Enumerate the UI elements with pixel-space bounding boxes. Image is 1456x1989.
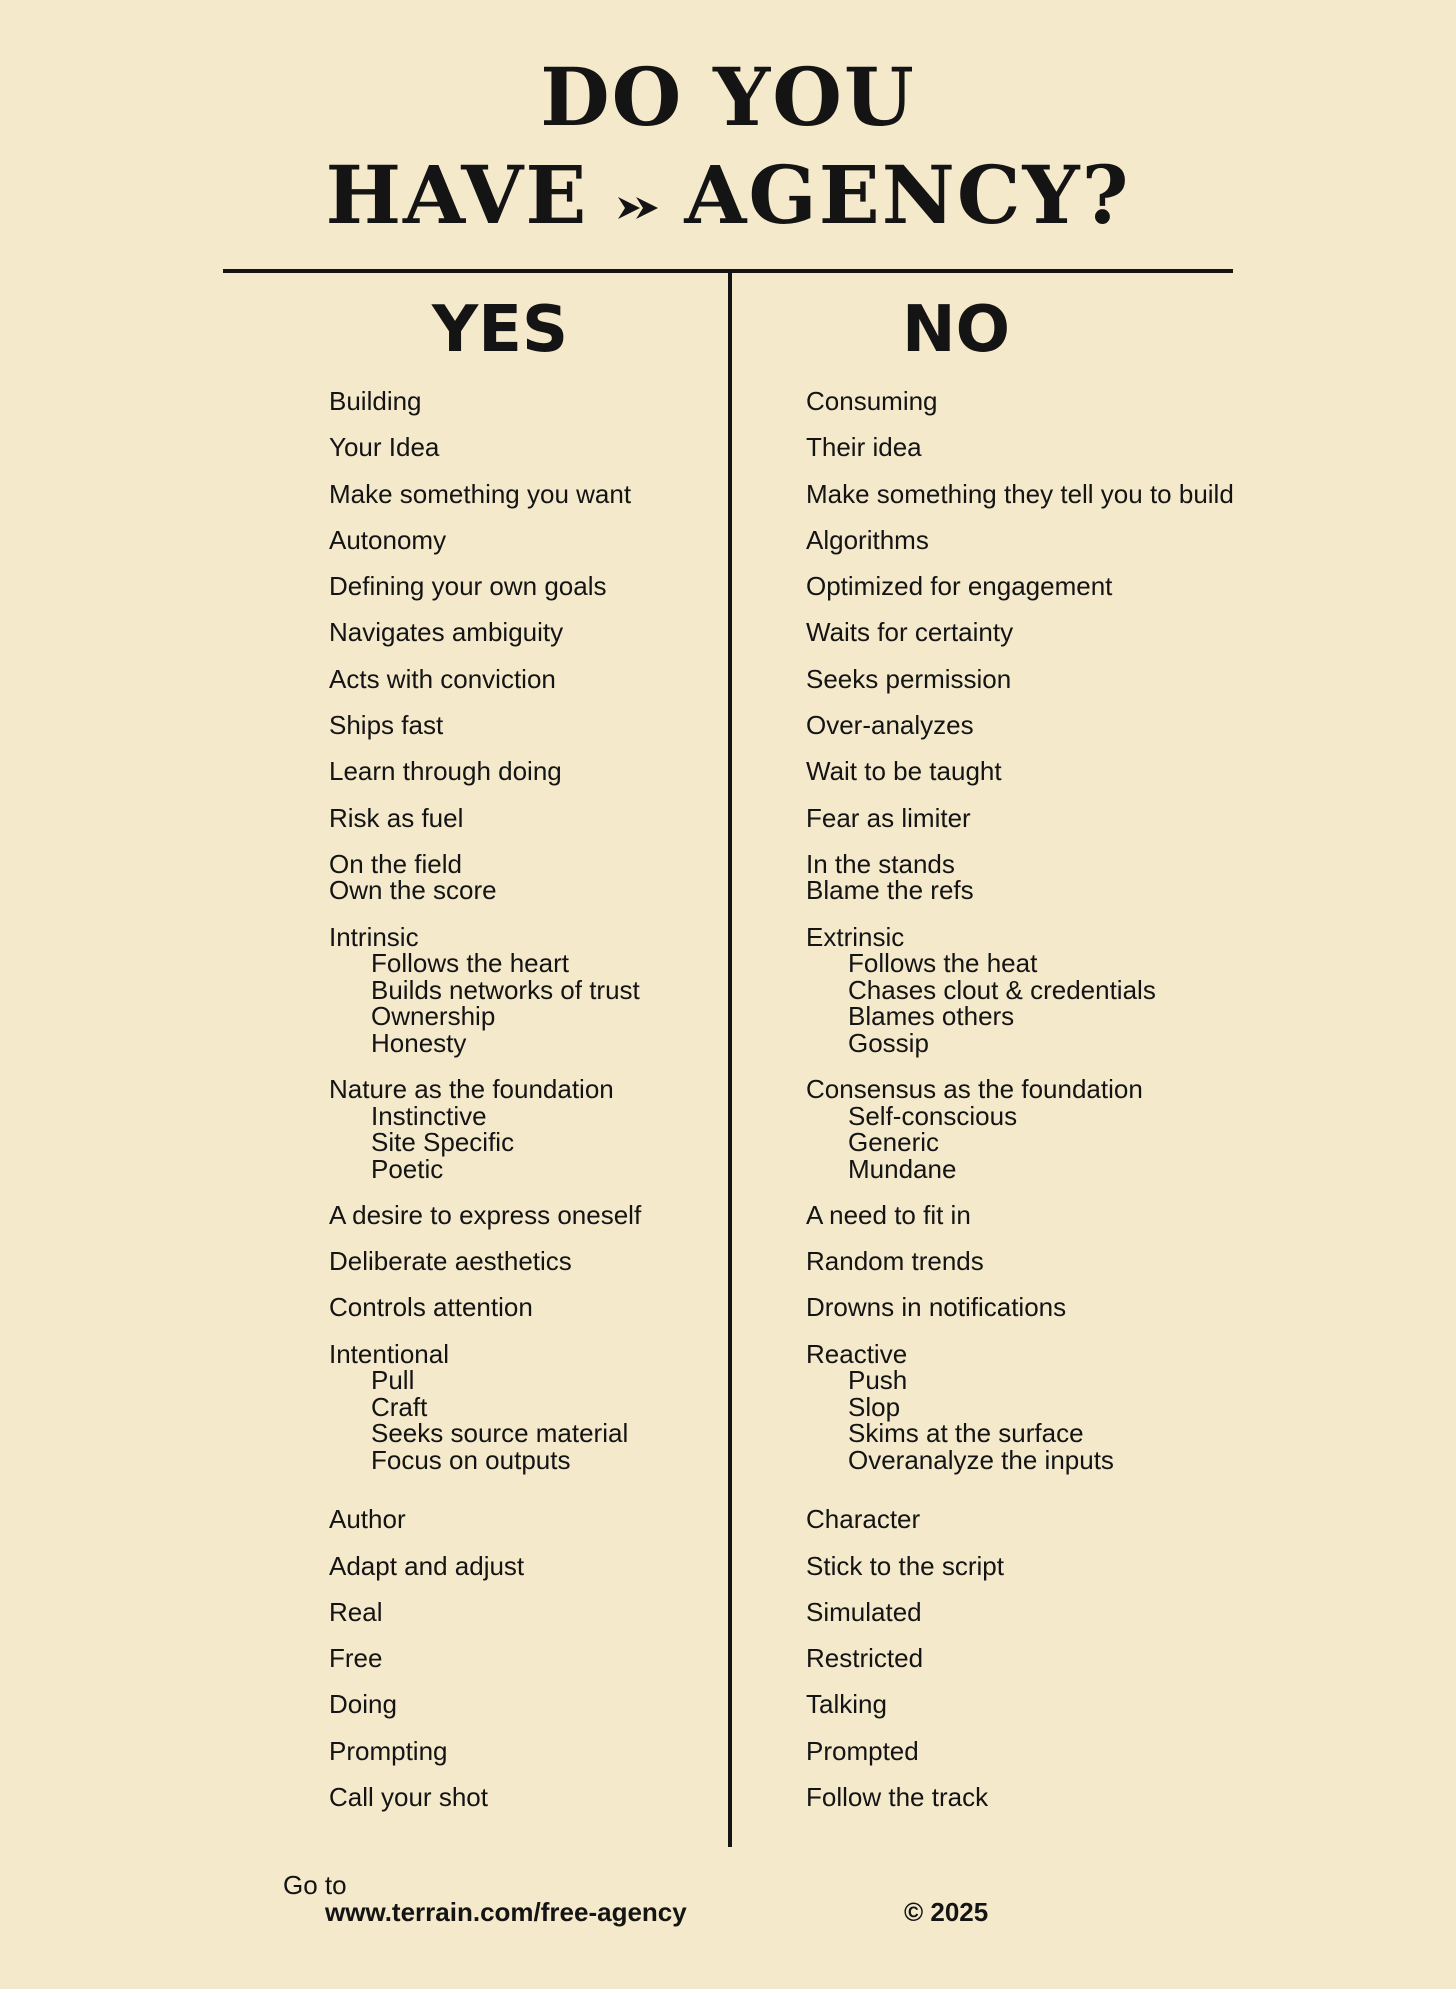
list-item	[329, 1645, 641, 1672]
list-subitem-label: Blames others	[848, 1001, 1015, 1032]
list-item-label: Extrinsic	[806, 921, 905, 952]
list-item-label: Doing	[329, 1689, 397, 1720]
list-item	[806, 712, 1234, 739]
list-item-label: Call your shot	[329, 1782, 488, 1813]
list-item-label: A need to fit in	[806, 1199, 971, 1230]
list-subitem-label: Focus on outputs	[371, 1444, 571, 1475]
list-item-label: Random trends	[806, 1246, 984, 1277]
list-item	[806, 1506, 1234, 1533]
title-have: HAVE	[325, 148, 589, 243]
list-item-label: Controls attention	[329, 1292, 533, 1323]
list-subitem-label: Ownership	[371, 1001, 496, 1032]
list-item	[329, 848, 641, 906]
list-item	[329, 1691, 641, 1718]
list-subitem-label: Slop	[848, 1391, 901, 1422]
no-heading: NO	[902, 293, 1010, 367]
list-item	[806, 1076, 1234, 1182]
list-item	[329, 388, 641, 415]
list-item-label: Make something you want	[329, 478, 632, 509]
list-subitem-label: Skims at the surface	[848, 1418, 1084, 1449]
list-subitem-label: Instinctive	[371, 1100, 487, 1131]
list-item	[329, 758, 641, 785]
list-subitem-label: Follows the heart	[371, 948, 569, 979]
list-item-label: In the stands	[806, 848, 955, 879]
list-subitem-label: Honesty	[371, 1027, 467, 1058]
list-item	[806, 619, 1234, 646]
list-item-label: Make something they tell you to build	[806, 478, 1234, 509]
list-item	[329, 1199, 642, 1230]
list-subitem-label: Self-conscious	[848, 1100, 1018, 1131]
list-subitem-label: Builds networks of trust	[371, 974, 640, 1005]
list-item-label: Real	[329, 1596, 383, 1627]
list-item-label: Your Idea	[329, 432, 440, 463]
list-item	[329, 1596, 641, 1627]
list-item-label: Restricted	[806, 1643, 924, 1674]
list-item	[329, 712, 641, 739]
vertical-divider	[728, 271, 732, 1847]
list-item	[329, 802, 641, 833]
list-item	[329, 1248, 641, 1275]
list-item	[806, 802, 1234, 833]
list-item	[806, 758, 1234, 785]
list-item-label: Intentional	[329, 1338, 449, 1369]
list-item	[329, 478, 641, 509]
list-item-label: Consensus as the foundation	[806, 1074, 1143, 1105]
list-item	[329, 573, 641, 600]
footer-copyright: © 2025	[904, 1897, 989, 1927]
footer-goto: Go to	[283, 1870, 347, 1900]
list-item-label: Over-analyzes	[806, 710, 974, 741]
list-item-label: Prompted	[806, 1735, 919, 1766]
list-item-label: Prompting	[329, 1735, 448, 1766]
list-item	[329, 1338, 641, 1475]
list-item-label: Simulated	[806, 1596, 922, 1627]
list-item-label: Adapt and adjust	[329, 1550, 525, 1581]
list-item-label: Author	[329, 1504, 406, 1535]
title-line-1: DO YOU	[540, 50, 916, 144]
list-item-label: Free	[329, 1643, 383, 1674]
list-item-label: Stick to the script	[806, 1550, 1004, 1581]
list-item-label: Blame the refs	[806, 875, 974, 906]
list-item	[329, 1735, 641, 1766]
list-subitem-label: Mundane	[848, 1153, 957, 1184]
list-item	[806, 1294, 1234, 1321]
list-subitem-label: Generic	[848, 1127, 940, 1158]
list-item-label: A desire to express oneself	[329, 1199, 642, 1230]
list-item	[806, 848, 1234, 906]
list-item-label: On the field	[329, 848, 462, 879]
list-item-label: Their idea	[806, 432, 922, 463]
list-item	[806, 573, 1234, 600]
list-item	[329, 1550, 641, 1581]
list-item	[806, 1596, 1234, 1627]
list-item	[329, 1784, 641, 1811]
double-chevron-right-icon	[618, 155, 662, 235]
list-item	[329, 619, 641, 646]
list-item-label: Building	[329, 386, 422, 416]
list-item	[806, 1338, 1234, 1475]
list-item-label: Defining your own goals	[329, 571, 607, 602]
list-item-label: Reactive	[806, 1338, 908, 1369]
list-item-label: Fear as limiter	[806, 802, 971, 833]
list-item-label: Character	[806, 1504, 921, 1535]
list-item-label: Autonomy	[329, 524, 447, 555]
list-item-label: Optimized for engagement	[806, 571, 1113, 602]
list-subitem-label: Craft	[371, 1391, 428, 1422]
list-subitem-label: Site Specific	[371, 1127, 515, 1158]
list-item	[329, 1506, 641, 1533]
list-item-label: Wait to be taught	[806, 756, 1002, 787]
list-item	[806, 1645, 1234, 1672]
yes-list	[329, 388, 641, 1830]
footer-url-link[interactable]: www.terrain.com/free-agency	[325, 1897, 687, 1927]
list-subitem-label: Poetic	[371, 1153, 444, 1184]
list-subitem-label: Gossip	[848, 1027, 929, 1058]
list-item-label: Drowns in notifications	[806, 1292, 1067, 1323]
list-subitem-label: Seeks source material	[371, 1418, 629, 1449]
list-item	[806, 1735, 1234, 1766]
list-item-label: Consuming	[806, 386, 938, 416]
list-item	[806, 478, 1234, 509]
list-item	[329, 921, 641, 1058]
list-item	[806, 524, 1234, 555]
list-item-label: Navigates ambiguity	[329, 617, 564, 648]
list-subitem-label: Chases clout & credentials	[848, 974, 1156, 1005]
title-agency: AGENCY?	[684, 148, 1131, 243]
list-item	[806, 1199, 1234, 1230]
list-item-label: Follow the track	[806, 1782, 989, 1813]
list-item-label: Intrinsic	[329, 921, 419, 952]
no-list	[806, 388, 1234, 1830]
title-line-2	[0, 148, 1456, 243]
list-item-label: Talking	[806, 1689, 887, 1720]
list-item	[329, 1294, 641, 1321]
list-item-label: Nature as the foundation	[329, 1074, 614, 1105]
list-item-label: Deliberate aesthetics	[329, 1246, 572, 1277]
yes-heading: YES	[431, 293, 569, 367]
list-item-label: Acts with conviction	[329, 663, 556, 694]
list-item	[806, 663, 1234, 694]
list-subitem-label: Pull	[371, 1365, 415, 1396]
list-item-label: Waits for certainty	[806, 617, 1014, 648]
list-item-label: Ships fast	[329, 710, 444, 741]
list-subitem-label: Follows the heat	[848, 948, 1038, 979]
list-item	[329, 524, 641, 555]
list-item	[806, 434, 1234, 461]
list-item-label: Own the score	[329, 875, 497, 906]
list-item-label: Algorithms	[806, 524, 929, 555]
list-item-label: Learn through doing	[329, 756, 562, 787]
list-item	[806, 1784, 1234, 1811]
list-item	[806, 921, 1234, 1058]
list-item-label: Seeks permission	[806, 663, 1012, 694]
list-item	[329, 663, 641, 694]
list-item	[806, 388, 1234, 415]
list-item	[806, 1691, 1234, 1718]
list-item-label: Risk as fuel	[329, 802, 464, 833]
list-subitem-label: Overanalyze the inputs	[848, 1444, 1114, 1475]
list-subitem-label: Push	[848, 1365, 908, 1396]
list-item	[806, 1248, 1234, 1275]
list-item	[806, 1550, 1234, 1581]
list-item	[329, 434, 641, 461]
list-item	[329, 1076, 641, 1182]
